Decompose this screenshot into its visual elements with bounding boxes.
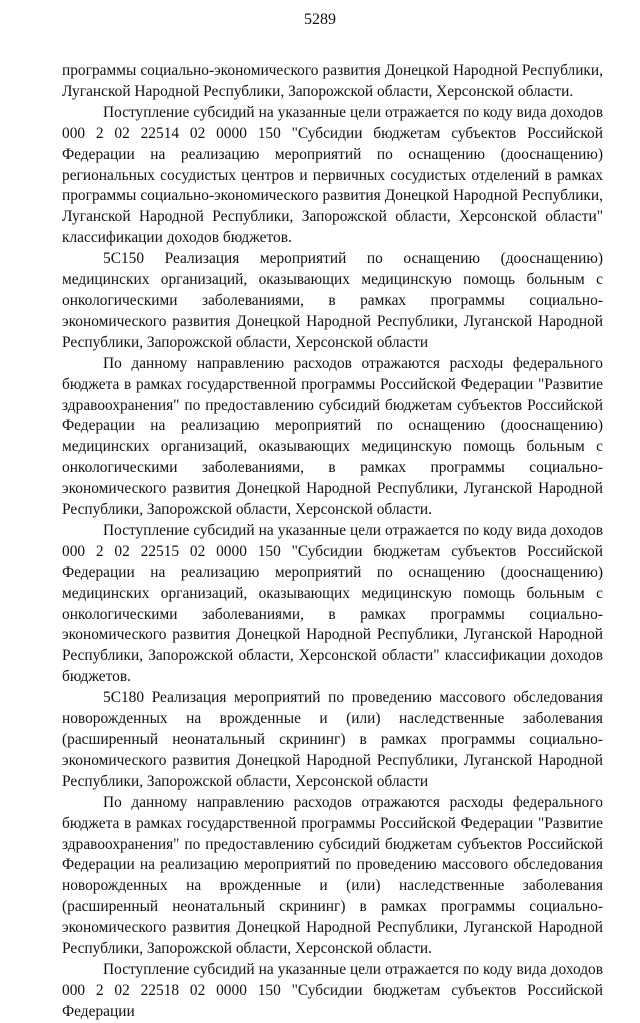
paragraph: Поступление субсидий на указанные цели отражается по коду вида доходов 000 2 02 22515 02 0000 150 "Субсидии бюджетам субъектов Российской Федерации на реализацию мероприятий по оснащению (дооснащению) медицинских организаций, оказывающих медицинскую помощь больным с онкологическими заболеваниями, в рамках программы социально-экономического развития Донецкой Народной Республики, Луганской Народной Республики, Запорожской области, Херсонской области" классификации доходов бюджетов.	[62, 521, 603, 686]
body-text	[62, 61, 603, 1023]
paragraph-heading: 5С180 Реализация мероприятий по проведению массового обследования новорожденных на врожденные и (или) наследственные заболевания (расширенный неонатальный скрининг) в рамках программы социально-экономического развития Донецкой Народной Республики, Луганской Народной Республики, Запорожской области, Херсонской области	[62, 689, 603, 790]
paragraph: программы социально-экономического развития Донецкой Народной Республики, Луганской Народной Республики, Запорожской области, Херсонской области.	[62, 62, 603, 100]
paragraph: По данному направлению расходов отражаются расходы федерального бюджета в рамках государственной программы Российской Федерации "Развитие здравоохранения" по предоставлению субсидий бюджетам субъектов Российской Федерации на реализацию мероприятий по оснащению (дооснащению) медицинских организаций, оказывающих медицинскую помощь больным с онкологическими заболеваниями, в рамках программы социально-экономического развития Донецкой Народной Республики, Луганской Народной Республики, Запорожской области, Херсонской области.	[62, 354, 603, 519]
paragraph: Поступление субсидий на указанные цели отражается по коду вида доходов 000 2 02 22518 02 0000 150 "Субсидии бюджетам субъектов Российской Федерации	[62, 960, 603, 1020]
paragraph: По данному направлению расходов отражаются расходы федерального бюджета в рамках государственной программы Российской Федерации "Развитие здравоохранения" по предоставлению субсидий бюджетам субъектов Российской Федерации на реализацию мероприятий по проведению массового обследования новорожденных на врожденные и (или) наследственные заболевания (расширенный неонатальный скрининг) в рамках программы социально-экономического развития Донецкой Народной Республики, Луганской Народной Республики, Запорожской области, Херсонской области.	[62, 793, 603, 958]
page-number: 5289	[304, 11, 336, 28]
paragraph: Поступление субсидий на указанные цели отражается по коду вида доходов 000 2 02 22514 02 0000 150 "Субсидии бюджетам субъектов Российской Федерации на реализацию мероприятий по оснащению (дооснащению) региональных сосудистых центров и первичных сосудистых отделений в рамках программы социально-экономического развития Донецкой Народной Республики, Луганской Народной Республики, Запорожской области, Херсонской области" классификации доходов бюджетов.	[62, 103, 603, 247]
paragraph-heading: 5С150 Реализация мероприятий по оснащению (дооснащению) медицинских организаций, оказывающих медицинскую помощь больным с онкологическими заболеваниями, в рамках программы социально-экономического развития Донецкой Народной Республики, Луганской Народной Республики, Запорожской области, Херсонской области	[62, 250, 603, 351]
